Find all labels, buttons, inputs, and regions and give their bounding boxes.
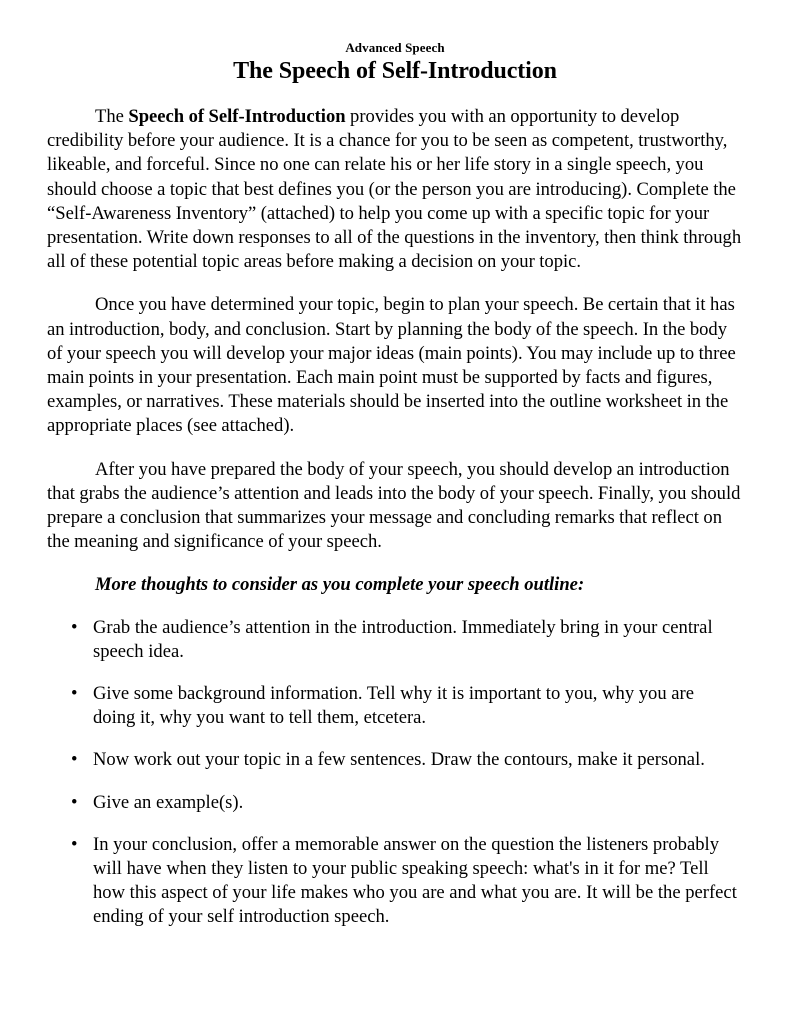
list-item-text: Give an example(s). [93, 791, 244, 813]
list-item [47, 791, 743, 815]
thoughts-list [47, 616, 743, 930]
list-item [47, 616, 743, 664]
list-item [47, 833, 743, 930]
paragraph-intro-rest: provides you with an opportunity to develop credibility before your audience. It is a chance for you to be seen as competent, trustworthy, likeable, and forceful. Since no one can relate his or her life story in a single speech, you should choose a topic that best defines you (or the person you are introducing). Complete the “Self-Awareness Inventory” (attached) to help you come up with a specific topic for your presentation. Write down responses to all of the questions in the inventory, then think through all of these potential topic areas before making a decision on your topic. [47, 106, 742, 273]
page-title: The Speech of Self-Introduction [233, 58, 557, 84]
bullet-icon: • [71, 791, 78, 813]
list-item [47, 682, 743, 730]
bullet-icon: • [71, 749, 78, 771]
bullet-icon: • [71, 833, 78, 855]
bullet-icon: • [71, 683, 78, 705]
course-label: Advanced Speech [345, 40, 445, 55]
paragraph-planning: Once you have determined your topic, begin to plan your speech. Be certain that it has an introduction, body, and conclusion. Start by planning the body of the speech. In the body of your speech you will develop your major ideas (main points). You may include up to three main points in your presentation. Each main point must be supported by facts and figures, examples, or narratives. These materials should be inserted into the outline worksheet in the appropriate places (see attached). [47, 294, 736, 437]
paragraph-intro-lead: The [95, 106, 129, 127]
paragraph-intro [47, 105, 743, 274]
bullet-icon: • [71, 616, 78, 638]
paragraph-conclusion: After you have prepared the body of your speech, you should develop an introduction that grabs the audience’s attention and leads into the body of your speech. Finally, you should prepare a conclusion that summarizes your message and concluding remarks that reflect on the meaning and significance of your speech. [47, 458, 741, 553]
list-item-text: In your conclusion, offer a memorable answer on the question the listeners probably will have when they listen to your public speaking speech: what's in it for me? Tell how this aspect of your life makes who you are and what you are. It will be the perfect ending of your self introduction speech. [93, 833, 737, 928]
section-lead-heading: More thoughts to consider as you complete your speech outline: [95, 574, 585, 596]
list-item-text: Give some background information. Tell why it is important to you, why you are doing it, why you want to tell them, etcetera. [93, 683, 695, 729]
list-item-text: Now work out your topic in a few sentences. Draw the contours, make it personal. [93, 749, 705, 771]
speech-term-bold: Speech of Self-Introduction [128, 106, 346, 127]
list-item [47, 748, 743, 772]
list-item-text: Grab the audience’s attention in the introduction. Immediately bring in your central speech idea. [93, 616, 713, 662]
